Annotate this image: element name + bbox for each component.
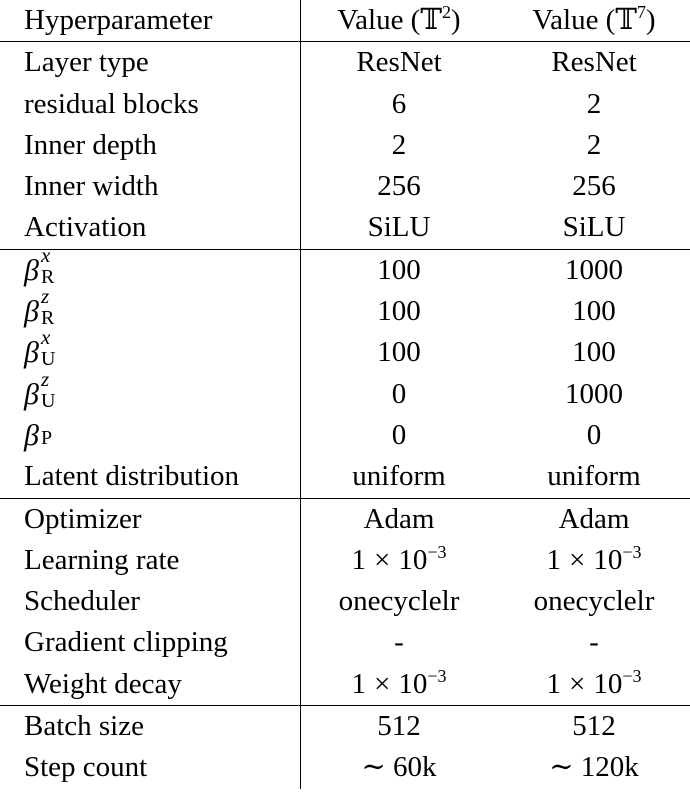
row-label: Latent distribution — [0, 456, 300, 498]
beta-symbol: β — [24, 377, 39, 411]
value-t2: Adam — [363, 502, 435, 535]
times-sign: × — [569, 667, 586, 700]
value-t7: Adam — [558, 502, 630, 535]
value-t7: 0 — [586, 418, 602, 451]
value-t2: SiLU — [300, 207, 498, 249]
value-t2: - — [394, 626, 404, 659]
table-row-beta-r-z — [0, 291, 690, 332]
times-sign: × — [374, 543, 391, 576]
beta-symbol: β — [24, 295, 39, 329]
mantissa: 1 — [546, 667, 561, 700]
value-t2: 100 — [377, 336, 421, 369]
beta-subscript: R — [41, 307, 55, 330]
beta-symbol-group — [24, 242, 84, 291]
row-label: Inner depth — [0, 125, 300, 166]
mantissa: 1 — [351, 543, 366, 576]
header-value-t2 — [300, 0, 498, 42]
table-row-weight-decay — [0, 664, 690, 706]
table-row-optimizer — [0, 498, 690, 540]
row-label: Batch size — [0, 706, 300, 748]
beta-symbol: β — [24, 253, 39, 287]
value-t2 — [300, 664, 498, 706]
value-t7: 2 — [586, 87, 602, 120]
beta-subscript: R — [41, 265, 55, 288]
beta-symbol-group — [24, 325, 84, 373]
row-label — [0, 415, 300, 456]
header-t2-prefix: Value ( — [337, 4, 421, 36]
beta-superscript: z — [41, 284, 50, 309]
row-label: Optimizer — [0, 498, 300, 540]
table-row-batch-size — [0, 706, 690, 748]
mantissa: 1 — [546, 543, 561, 576]
value-t7: - — [589, 626, 599, 659]
header-t7-symbol: 𝕋 — [615, 4, 637, 36]
exponent: −3 — [427, 541, 447, 562]
value-t7: 2 — [586, 128, 602, 161]
value-t7: uniform — [498, 456, 690, 498]
table-row-beta-u-x — [0, 332, 690, 373]
value-t7: onecyclelr — [533, 585, 655, 618]
table-row-beta-r-x — [0, 249, 690, 291]
table-row-layer-type — [0, 42, 690, 84]
times-sign: × — [569, 543, 586, 576]
value-t2: ∼ 60k — [361, 751, 437, 784]
beta-subscript: U — [41, 348, 56, 371]
row-label: Gradient clipping — [0, 622, 300, 663]
base: 10 — [593, 543, 623, 576]
value-t2 — [300, 540, 498, 581]
table-row-residual-blocks — [0, 84, 690, 125]
row-label: Layer type — [0, 42, 300, 84]
table-row-step-count — [0, 747, 690, 788]
beta-symbol-group — [24, 284, 84, 332]
exponent: −3 — [622, 665, 642, 686]
beta-symbol-group — [24, 415, 84, 456]
header-value-t7 — [498, 0, 690, 42]
value-t2: uniform — [300, 456, 498, 498]
header-t2-suffix: ) — [450, 4, 461, 36]
value-t7: 512 — [572, 710, 616, 743]
value-t2: 256 — [377, 170, 421, 203]
row-label: Learning rate — [0, 540, 300, 581]
row-label: residual blocks — [0, 84, 300, 125]
base: 10 — [398, 667, 428, 700]
table-row-learning-rate — [0, 540, 690, 581]
row-label — [0, 366, 300, 415]
row-label: Inner width — [0, 166, 300, 207]
header-t7-exponent: 7 — [636, 1, 646, 22]
value-t2: 512 — [377, 710, 421, 743]
header-t7-prefix: Value ( — [532, 4, 616, 36]
beta-symbol: β — [24, 336, 39, 370]
table-row-beta-u-z — [0, 374, 690, 415]
header-t2-exponent: 2 — [441, 1, 451, 22]
value-t2: 0 — [391, 377, 407, 410]
table-row-inner-depth — [0, 125, 690, 166]
beta-superscript: x — [41, 325, 51, 350]
exponent: −3 — [427, 665, 447, 686]
beta-superscript: x — [41, 242, 51, 267]
table-row-latent-distribution — [0, 456, 690, 498]
beta-symbol-group — [24, 366, 84, 415]
value-t7 — [498, 664, 690, 706]
row-label: Scheduler — [0, 581, 300, 622]
header-t2-symbol: 𝕋 — [420, 4, 442, 36]
value-t7: ∼ 120k — [549, 751, 639, 784]
row-label: Activation — [0, 207, 300, 249]
beta-subscript: U — [41, 389, 56, 412]
value-t2: onecyclelr — [338, 585, 460, 618]
value-t2: 0 — [391, 418, 407, 451]
value-t2: 2 — [391, 128, 407, 161]
beta-symbol: β — [24, 418, 39, 452]
value-t7: ResNet — [551, 46, 637, 79]
times-sign: × — [374, 667, 391, 700]
header-row — [0, 0, 690, 42]
value-t7: 256 — [572, 170, 616, 203]
beta-subscript: P — [41, 426, 53, 449]
beta-superscript: z — [41, 366, 50, 391]
value-t2: 6 — [391, 87, 407, 120]
value-t7: 1000 — [565, 377, 623, 410]
row-label: Weight decay — [0, 664, 300, 706]
value-t7: 100 — [572, 295, 616, 328]
header-hyperparameter-label: Hyperparameter — [24, 4, 213, 36]
base: 10 — [593, 667, 623, 700]
value-t2: ResNet — [356, 46, 442, 79]
header-t7-suffix: ) — [645, 4, 656, 36]
table-row-inner-width — [0, 166, 690, 207]
row-label: Step count — [0, 747, 300, 788]
table-row-beta-p — [0, 415, 690, 456]
value-t7 — [498, 540, 690, 581]
base: 10 — [398, 543, 428, 576]
value-t2: 100 — [377, 295, 421, 328]
table-row-gradient-clipping — [0, 622, 690, 663]
table-row-scheduler — [0, 581, 690, 622]
value-t7: SiLU — [498, 207, 690, 249]
value-t2: 100 — [377, 253, 421, 286]
value-t7: 1000 — [565, 253, 623, 286]
table-row-activation — [0, 207, 690, 249]
exponent: −3 — [622, 541, 642, 562]
header-hyperparameter — [0, 0, 300, 42]
mantissa: 1 — [351, 667, 366, 700]
value-t7: 100 — [572, 336, 616, 369]
